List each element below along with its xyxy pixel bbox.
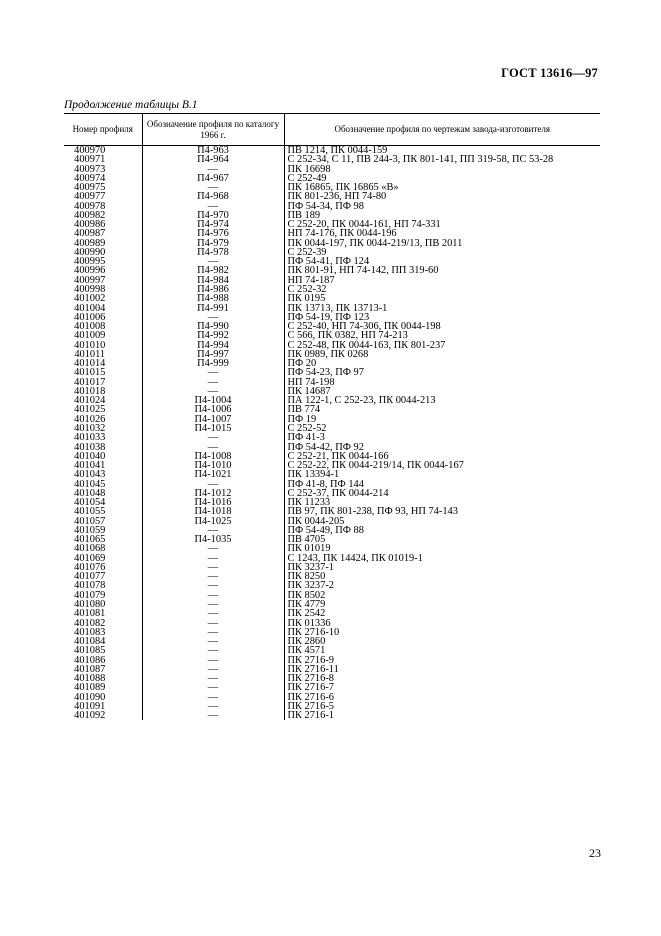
table-row [64,572,600,581]
table-row [64,470,600,479]
drawing-designation-cell: ПК 0989, ПК 0268 [287,349,369,360]
catalog-designation-cell: — [142,378,284,387]
catalog-designation-cell: П4-986 [142,285,284,294]
profile-number-cell: 401079 [74,590,106,601]
profile-number-cell: 400989 [74,238,106,248]
catalog-designation-cell: П4-990 [142,322,284,331]
drawing-designation-cell: ПВ 4705 [287,535,326,545]
profile-number-cell: 401041 [74,461,106,471]
catalog-designation-cell: — [142,443,284,452]
catalog-designation-cell: — [142,609,284,618]
profile-number-cell: 401091 [74,701,106,712]
profile-number-cell: 400978 [74,201,106,211]
drawing-designation-cell: ПК 16865, ПК 16865 «В» [287,183,399,193]
drawing-designation-cell: ПК 13713, ПК 13713-1 [287,303,388,313]
catalog-designation-cell: — [142,674,284,683]
profile-number-cell: 401038 [74,442,106,452]
catalog-designation-cell: П4-1035 [142,535,284,544]
table-body [64,146,600,721]
table-row [64,285,600,294]
catalog-designation-cell: — [142,693,284,702]
profile-number-cell: 400982 [74,210,106,221]
catalog-designation-cell: П4-988 [142,294,284,303]
table-row [64,424,600,433]
drawing-designation-cell: С 252-49 [287,173,327,184]
table-row [64,600,600,609]
column-header-profile-number: Номер профиля [64,114,142,146]
profile-number-cell: 401040 [74,451,106,462]
profile-number-cell: 401087 [74,664,106,675]
profile-number-cell: 400986 [74,220,106,230]
catalog-designation-cell: — [142,600,284,609]
drawing-designation-cell: С 252-40, НП 74-306, ПК 0044-198 [287,322,441,332]
standard-code: ГОСТ 13616—97 [501,66,598,80]
drawing-designation-cell: ПК 2716-5 [287,701,334,712]
profile-number-cell: 401011 [74,349,106,360]
profile-number-cell: 401045 [74,479,106,489]
drawing-designation-cell: ПК 2716-6 [287,692,334,702]
drawing-designation-cell: ПФ 54-19, ПФ 123 [287,312,370,323]
catalog-designation-cell: — [142,628,284,637]
table-row [64,619,600,628]
table-row [64,544,600,553]
profile-number-cell: 400974 [74,173,106,184]
profile-number-cell: 401055 [74,507,106,517]
catalog-designation-cell: П4-1012 [142,489,284,498]
profile-number-cell: 401078 [74,581,106,591]
table-row [64,248,600,257]
profile-number-cell: 401090 [74,692,106,702]
table-row [64,665,600,674]
drawing-designation-cell: С 252-37, ПК 0044-214 [287,488,389,499]
profile-number-cell: 401077 [74,572,106,582]
drawing-designation-cell: ПФ 41-3 [287,433,325,443]
drawing-designation-cell: ПК 801-236, НП 74-80 [287,192,387,202]
drawing-designation-cell: ПФ 41-8, ПФ 144 [287,479,364,489]
catalog-designation-cell: П4-963 [142,146,284,156]
profile-number-cell: 401083 [74,627,106,638]
table-row [64,192,600,201]
drawing-designation-cell: С 252-48, ПК 0044-163, ПК 801-237 [287,340,446,350]
table-row [64,693,600,702]
catalog-designation-cell: П4-1018 [142,507,284,516]
table-row [64,331,600,340]
profile-number-cell: 401043 [74,470,106,480]
drawing-designation-cell: ПК 0195 [287,294,326,304]
catalog-designation-cell: — [142,257,284,266]
drawing-designation-cell: ПВ 1214, ПК 0044-159 [287,145,388,156]
drawing-designation-cell: ПК 3237-1 [287,562,334,573]
table-row [64,480,600,489]
table-row [64,711,600,720]
catalog-designation-cell: — [142,591,284,600]
profile-number-cell: 401068 [74,544,106,554]
catalog-designation-cell: П4-979 [142,239,284,248]
profile-number-cell: 401048 [74,488,106,499]
catalog-designation-cell: — [142,572,284,581]
catalog-designation-cell: — [142,165,284,174]
profile-number-cell: 401057 [74,516,106,526]
catalog-designation-cell: П4-1021 [142,470,284,479]
profile-number-cell: 401088 [74,674,106,684]
catalog-designation-cell: — [142,526,284,535]
drawing-designation-cell: ПК 8250 [287,572,326,582]
profile-number-cell: 401089 [74,683,106,693]
catalog-designation-cell: П4-997 [142,350,284,359]
table-row [64,433,600,442]
catalog-designation-cell: — [142,637,284,646]
table-row [64,405,600,414]
drawing-designation-cell: НП 74-187 [287,275,335,285]
table-row [64,563,600,572]
page-number: 23 [589,846,601,860]
catalog-designation-cell: — [142,183,284,192]
profile-number-cell: 401006 [74,312,106,323]
table-row [64,304,600,313]
drawing-designation-cell: ПК 13394-1 [287,470,340,480]
catalog-designation-cell: — [142,702,284,711]
drawing-designation-cell: ПФ 54-49, ПФ 88 [287,525,364,536]
profile-number-cell: 400987 [74,229,106,239]
drawing-designation-cell: ПК 2716-8 [287,674,334,684]
profile-number-cell: 401085 [74,646,106,656]
profile-number-cell: 400971 [74,155,106,165]
catalog-designation-cell: — [142,313,284,322]
table-row [64,507,600,516]
profile-number-cell: 401008 [74,322,106,332]
profile-number-cell: 401014 [74,359,106,369]
catalog-designation-cell: П4-1008 [142,452,284,461]
drawing-designation-cell: НП 74-198 [287,377,335,387]
profile-number-cell: 401065 [74,535,106,545]
drawing-designation-cell: ПК 2716-11 [287,664,339,675]
profile-number-cell: 400990 [74,247,106,258]
table-row [64,322,600,331]
drawing-designation-cell: ПФ 19 [287,414,317,424]
table-row [64,211,600,220]
table-row [64,554,600,563]
profile-table-container [64,113,600,720]
table-row [64,294,600,303]
profile-number-cell: 400998 [74,284,106,295]
table-row [64,656,600,665]
catalog-designation-cell: — [142,656,284,665]
profile-number-cell: 400975 [74,183,106,193]
table-row [64,368,600,377]
catalog-designation-cell: — [142,683,284,692]
drawing-designation-cell: ПК 3237-2 [287,581,334,591]
profile-number-cell: 401076 [74,562,106,573]
profile-number-cell: 401018 [74,386,106,397]
table-row [64,220,600,229]
catalog-designation-cell: П4-984 [142,276,284,285]
table-row [64,609,600,618]
profile-number-cell: 401054 [74,498,106,508]
table-row [64,239,600,248]
catalog-designation-cell: П4-991 [142,304,284,313]
drawing-designation-cell: ПК 01019 [287,544,331,554]
profile-number-cell: 401081 [74,609,106,619]
drawing-designation-cell: ПК 2716-10 [287,627,340,638]
drawing-designation-cell: ПВ 97, ПК 801-238, ПФ 93, НП 74-143 [287,507,458,517]
table-row [64,183,600,192]
catalog-designation-cell: П4-1006 [142,405,284,414]
catalog-designation-cell: — [142,202,284,211]
drawing-designation-cell: ПК 2542 [287,609,326,619]
catalog-designation-cell: — [142,581,284,590]
table-row [64,591,600,600]
table-row [64,581,600,590]
profile-number-cell: 401059 [74,525,106,536]
table-row [64,165,600,174]
profile-number-cell: 401082 [74,618,106,628]
catalog-designation-cell: П4-982 [142,266,284,275]
profile-number-cell: 401017 [74,377,106,387]
catalog-designation-cell: — [142,368,284,377]
profile-number-cell: 401086 [74,655,106,665]
profile-number-cell: 400995 [74,257,106,267]
table-row [64,387,600,396]
table-row [64,628,600,637]
table-row [64,276,600,285]
catalog-designation-cell: — [142,544,284,553]
table-row [64,359,600,368]
catalog-designation-cell: П4-992 [142,331,284,340]
profile-number-cell: 401092 [74,711,106,721]
table-row [64,313,600,322]
table-caption: Продолжение таблицы В.1 [64,99,198,111]
catalog-designation-cell: П4-1004 [142,396,284,405]
drawing-designation-cell: ПК 14687 [287,386,331,397]
table-row [64,266,600,275]
profile-number-cell: 401015 [74,368,106,378]
drawing-designation-cell: ПК 2716-9 [287,655,334,665]
table-row [64,461,600,470]
drawing-designation-cell: ПК 801-91, НП 74-142, ПП 319-60 [287,266,439,276]
table-row [64,174,600,183]
drawing-designation-cell: С 252-21, ПК 0044-166 [287,451,389,462]
drawing-designation-cell: ПК 4571 [287,646,326,656]
profile-number-cell: 401025 [74,405,106,415]
profile-number-cell: 400973 [74,164,106,174]
catalog-designation-cell: П4-1007 [142,415,284,424]
drawing-designation-cell: ПК 11233 [287,498,331,508]
catalog-designation-cell: П4-968 [142,192,284,201]
profile-number-cell: 401032 [74,423,106,434]
profile-number-cell: 401069 [74,553,106,563]
profile-number-cell: 401080 [74,600,106,610]
drawing-designation-cell: ПВ 774 [287,405,321,415]
catalog-designation-cell: П4-978 [142,248,284,257]
drawing-designation-cell: С 252-32 [287,284,327,295]
catalog-designation-cell: П4-999 [142,359,284,368]
drawing-designation-cell: ПФ 20 [287,359,317,369]
catalog-designation-cell: — [142,711,284,720]
table-row [64,526,600,535]
profile-number-cell: 401024 [74,396,106,406]
catalog-designation-cell: — [142,563,284,572]
column-header-catalog-designation: Обозначение профиля по каталогу 1966 г. [142,114,284,146]
profile-number-cell: 401033 [74,433,106,443]
table-row [64,517,600,526]
drawing-designation-cell: С 566, ПК 0382, НП 74-213 [287,331,408,341]
table-row [64,646,600,655]
drawing-designation-cell: С 1243, ПК 14424, ПК 01019-1 [287,553,423,563]
drawing-designation-cell: ПФ 54-41, ПФ 124 [287,257,370,267]
catalog-designation-cell: П4-970 [142,211,284,220]
catalog-designation-cell: П4-967 [142,174,284,183]
drawing-designation-cell: ПВ 189 [287,210,321,221]
table-row [64,535,600,544]
table-row [64,146,600,156]
table-row [64,257,600,266]
table-row [64,637,600,646]
drawing-designation-cell: ПК 16698 [287,164,331,174]
catalog-designation-cell: П4-976 [142,229,284,238]
drawing-designation-cell: ПК 8502 [287,590,326,601]
profile-number-cell: 401002 [74,294,106,304]
profile-number-cell: 401026 [74,414,106,424]
drawing-designation-cell: НП 74-176, ПК 0044-196 [287,229,397,239]
catalog-designation-cell: — [142,554,284,563]
table-row [64,155,600,164]
table-row [64,378,600,387]
profile-table [64,113,600,720]
table-row [64,229,600,238]
profile-number-cell: 400996 [74,266,106,276]
drawing-designation-cell: ПА 122-1, С 252-23, ПК 0044-213 [287,396,436,406]
catalog-designation-cell: П4-1015 [142,424,284,433]
drawing-designation-cell: ПК 0044-205 [287,516,345,526]
table-row [64,489,600,498]
profile-number-cell: 401004 [74,303,106,313]
drawing-designation-cell: С 252-39 [287,247,327,258]
catalog-designation-cell: — [142,619,284,628]
table-row [64,202,600,211]
table-row [64,683,600,692]
table-row [64,443,600,452]
table-row [64,341,600,350]
table-row [64,396,600,405]
drawing-designation-cell: ПК 4779 [287,600,326,610]
catalog-designation-cell: П4-1025 [142,517,284,526]
table-row [64,498,600,507]
drawing-designation-cell: ПФ 54-42, ПФ 92 [287,442,364,452]
drawing-designation-cell: ПФ 54-23, ПФ 97 [287,368,364,378]
catalog-designation-cell: П4-1010 [142,461,284,470]
catalog-designation-cell: П4-974 [142,220,284,229]
catalog-designation-cell: П4-994 [142,341,284,350]
table-header [64,114,600,146]
catalog-designation-cell: — [142,480,284,489]
drawing-designation-cell: С 252-52 [287,423,327,434]
drawing-designation-cell: С 252-22, ПК 0044-219/14, ПК 0044-167 [287,461,464,471]
catalog-designation-cell: П4-1016 [142,498,284,507]
catalog-designation-cell: — [142,665,284,674]
drawing-designation-cell: ПК 2716-7 [287,683,334,693]
drawing-designation-cell: С 252-20, ПК 0044-161, НП 74-331 [287,220,441,230]
profile-number-cell: 401009 [74,331,106,341]
drawing-designation-cell: ПФ 54-34, ПФ 98 [287,201,364,211]
catalog-designation-cell: — [142,433,284,442]
drawing-designation-cell: С 252-34, С 11, ПВ 244-3, ПК 801-141, ПП 319-58, ПС 53-28 [287,155,554,165]
catalog-designation-cell: П4-964 [142,155,284,164]
profile-number-cell: 400997 [74,275,106,285]
profile-number-cell: 400977 [74,192,106,202]
table-row [64,415,600,424]
drawing-designation-cell: ПК 01336 [287,618,331,628]
profile-number-cell: 400970 [74,145,106,156]
profile-number-cell: 401010 [74,340,106,350]
table-row [64,350,600,359]
column-header-drawing-designation: Обозначение профиля по чертежам завода-изготовителя [284,114,600,146]
table-row [64,452,600,461]
table-row [64,674,600,683]
table-row [64,702,600,711]
drawing-designation-cell: ПК 2716-1 [287,711,334,721]
drawing-designation-cell: ПК 2860 [287,637,326,647]
profile-number-cell: 401084 [74,637,106,647]
catalog-designation-cell: — [142,646,284,655]
catalog-designation-cell: — [142,387,284,396]
drawing-designation-cell: ПК 0044-197, ПК 0044-219/13, ПВ 2011 [287,238,463,248]
